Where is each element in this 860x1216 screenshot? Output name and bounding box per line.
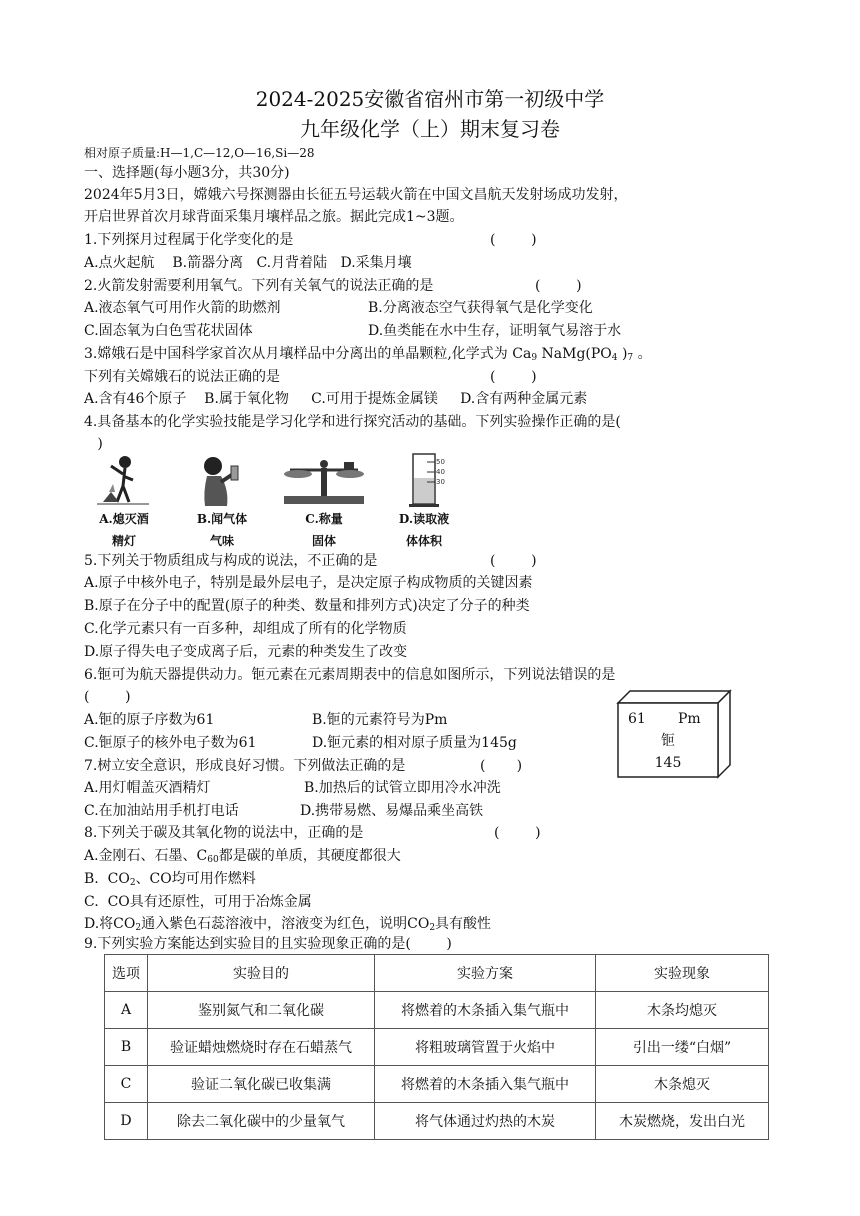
q7-stem: 7.树立安全意识，形成良好习惯。下列做法正确的是 (84, 758, 406, 774)
q3-options: A.含有46个原子 B.属于氧化物 C.可用于提炼金属镁 D.含有两种金属元素 (84, 391, 588, 407)
caption-b-line2: 气味 (209, 534, 234, 548)
periodic-element-card (616, 689, 732, 779)
header-purpose: 实验目的 (148, 955, 375, 992)
row-b-phenomenon: 引出一缕“白烟” (596, 1029, 769, 1066)
q8-stem: 8.下列关于碳及其氧化物的说法中，正确的是 (84, 825, 364, 841)
caption-a-line2: 精灯 (111, 534, 136, 548)
caption-b-line1: B.闻气体 (196, 512, 248, 526)
figure-extinguish-lamp (84, 452, 164, 552)
element-mass: 145 (654, 755, 682, 771)
cylinder-tick-40: 40 (436, 468, 445, 476)
balance-illustration (276, 452, 372, 508)
figure-weigh-solid (276, 452, 372, 552)
q8-option-d: D.将$CO_2$通入紫色石蕊溶液中，溶液变为红色，说明$CO_2$具有酸性 (84, 916, 492, 933)
q6-option-d: D.钷元素的相对原子质量为145g (312, 735, 517, 751)
row-c-phenomenon: 木条熄灭 (596, 1066, 769, 1103)
row-d-option: D (105, 1103, 148, 1140)
element-number: 61 (628, 711, 646, 727)
row-d-purpose: 除去二氧化碳中的少量氧气 (148, 1103, 375, 1140)
smell-gas-illustration (187, 452, 257, 508)
atomic-masses: 相对原子质量:H—1,C—12,O—16,Si—28 (84, 146, 315, 160)
q5-option-c: C.化学元素只有一百多种，却组成了所有的化学物质 (84, 621, 407, 637)
table-row (105, 1029, 769, 1066)
q5-option-a: A.原子中核外电子，特别是最外层电子，是决定原子构成物质的关键因素 (84, 575, 533, 591)
q5-answer-paren: ( ) (490, 553, 537, 569)
q6-stem: 6.钷可为航天器提供动力。钷元素在元素周期表中的信息如图所示，下列说法错误的是 (84, 667, 616, 683)
q3-stem-2: 下列有关嫦娥石的说法正确的是 (84, 369, 280, 385)
header-phenomenon: 实验现象 (596, 955, 769, 992)
row-c-purpose: 验证二氧化碳已收集满 (148, 1066, 375, 1103)
q6-option-b: B.钷的元素符号为Pm (312, 712, 448, 728)
q5-stem: 5.下列关于物质组成与构成的说法，不正确的是 (84, 553, 378, 569)
q2-option-c: C.固态氧为白色雪花状固体 (84, 323, 253, 339)
page-title: 2024-2025安徽省宿州市第一初级中学 (255, 87, 605, 111)
figure-read-volume (384, 452, 464, 552)
q1-answer-paren: ( ) (490, 232, 537, 248)
header-plan: 实验方案 (375, 955, 596, 992)
figure-smell-gas (182, 452, 262, 552)
intro-line-1: 2024年5月3日，嫦娥六号探测器由长征五号运载火箭在中国文昌航天发射场成功发射， (84, 187, 628, 203)
q9-table (104, 954, 769, 1140)
q6-option-a: A.钷的原子序数为61 (84, 712, 215, 728)
cylinder-tick-50: 50 (436, 458, 445, 466)
q3-answer-paren: ( ) (490, 369, 537, 385)
caption-d-line2: 体体积 (405, 534, 442, 548)
q8-answer-paren: ( ) (494, 825, 541, 841)
page-subtitle: 九年级化学（上）期末复习卷 (300, 117, 560, 141)
row-b-option: B (105, 1029, 148, 1066)
row-a-plan: 将燃着的木条插入集气瓶中 (375, 992, 596, 1029)
q2-option-a: A.液态氧气可用作火箭的助燃剂 (84, 300, 281, 316)
q3-stem: 3.嫦娥石是中国科学家首次从月壤样品中分离出的单晶颗粒,化学式为 $Ca_9$ $NaMg(PO_4$ )$_7$ 。 (84, 346, 652, 363)
table-row (105, 1066, 769, 1103)
row-b-plan: 将粗玻璃管置于火焰中 (375, 1029, 596, 1066)
q8-option-a: A.金刚石、石墨、$C_{60}$都是碳的单质，其硬度都很大 (84, 848, 401, 865)
element-name: 钷 (661, 733, 675, 749)
q9-stem: 9.下列实验方案能达到实验目的且实验现象正确的是( ) (84, 936, 452, 952)
q7-option-d: D.携带易燃、易爆品乘坐高铁 (300, 803, 484, 819)
q4-answer-paren: ) (84, 436, 103, 452)
extinguish-lamp-illustration (89, 452, 159, 508)
caption-d-line1: D.读取液 (398, 512, 450, 526)
q6-answer-paren: ( ) (84, 689, 131, 705)
q8-option-c: C. CO具有还原性，可用于冶炼金属 (84, 894, 312, 910)
row-b-purpose: 验证蜡烛燃烧时存在石蜡蒸气 (148, 1029, 375, 1066)
graduated-cylinder-illustration (389, 452, 459, 508)
caption-c-line2: 固体 (311, 534, 336, 548)
q7-option-b: B.加热后的试管立即用冷水冲洗 (304, 780, 501, 796)
q7-answer-paren: ( ) (480, 758, 523, 774)
row-c-option: C (105, 1066, 148, 1103)
table-header-row (105, 955, 769, 992)
q1-options: A.点火起航 B.箭器分离 C.月背着陆 D.采集月壤 (84, 255, 412, 271)
row-c-plan: 将燃着的木条插入集气瓶中 (375, 1066, 596, 1103)
row-a-option: A (105, 992, 148, 1029)
q2-option-b: B.分离液态空气获得氧气是化学变化 (368, 300, 593, 316)
q4-figures (84, 452, 504, 552)
q1-stem: 1.下列探月过程属于化学变化的是 (84, 232, 294, 248)
q4-stem: 4.具备基本的化学实验技能是学习化学和进行探究活动的基础。下列实验操作正确的是( (84, 414, 621, 430)
row-a-phenomenon: 木条均熄灭 (596, 992, 769, 1029)
row-d-plan: 将气体通过灼热的木炭 (375, 1103, 596, 1140)
section-heading: 一、选择题(每小题3分，共30分) (84, 165, 290, 181)
q7-option-a: A.用灯帽盖灭酒精灯 (84, 780, 211, 796)
row-a-purpose: 鉴别氮气和二氧化碳 (148, 992, 375, 1029)
caption-c-line1: C.称量 (305, 512, 343, 526)
element-symbol: Pm (678, 711, 701, 727)
q2-answer-paren: ( ) (535, 278, 582, 294)
q7-option-c: C.在加油站用手机打电话 (84, 803, 239, 819)
q8-option-b: B. $CO_2$、CO均可用作燃料 (84, 871, 256, 888)
table-row (105, 1103, 769, 1140)
q5-option-b: B.原子在分子中的配置(原子的种类、数量和排列方式)决定了分子的种类 (84, 598, 530, 614)
table-row (105, 992, 769, 1029)
q2-stem: 2.火箭发射需要利用氧气。下列有关氧气的说法正确的是 (84, 278, 434, 294)
intro-line-2: 开启世界首次月球背面采集月壤样品之旅。据此完成1~3题。 (84, 209, 464, 225)
row-d-phenomenon: 木炭燃烧，发出白光 (596, 1103, 769, 1140)
header-option: 选项 (105, 955, 148, 992)
q6-option-c: C.钷原子的核外电子数为61 (84, 735, 257, 751)
q5-option-d: D.原子得失电子变成离子后，元素的种类发生了改变 (84, 644, 408, 660)
q2-option-d: D.鱼类能在水中生存，证明氧气易溶于水 (368, 323, 622, 339)
caption-a-line1: A.熄灭酒 (99, 512, 149, 526)
cylinder-tick-30: 30 (436, 478, 445, 486)
